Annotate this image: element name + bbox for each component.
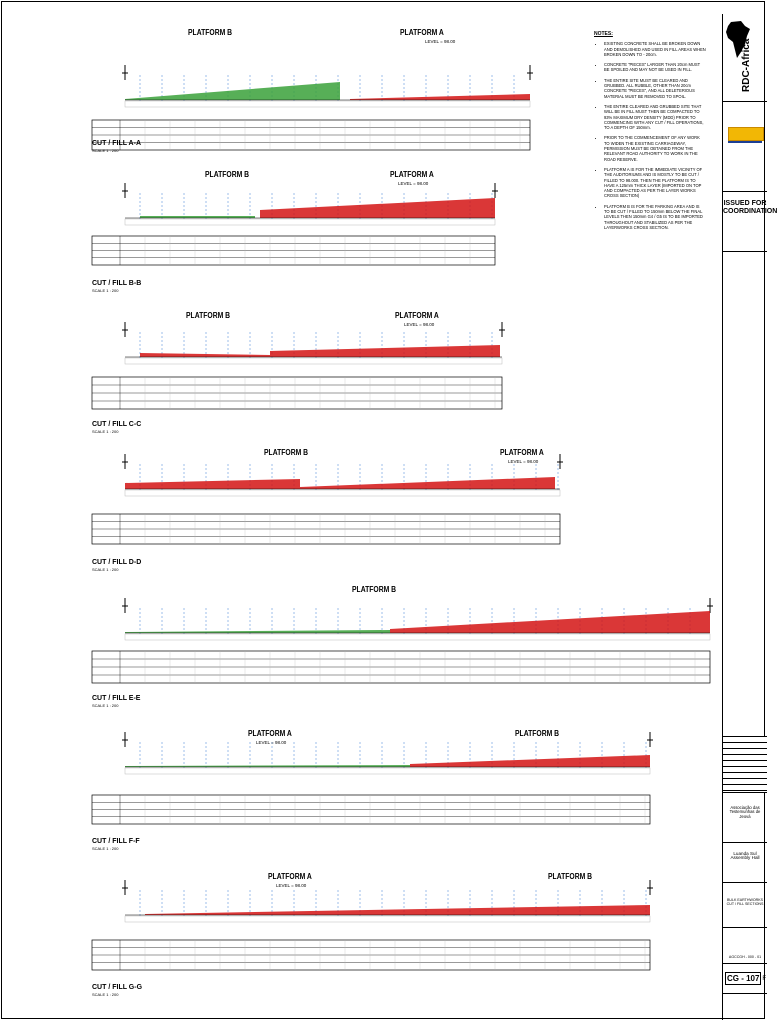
ref-panel [723, 928, 767, 964]
note-item: • CONCRETE "PIECES" LARGER THAN 20cm MUST BE SPOILED AND MAY NOT BE USED IN FILL. [604, 62, 706, 73]
section-gg [0, 870, 720, 1005]
hatch-band [125, 634, 710, 640]
cut-area [350, 94, 530, 100]
platform-a-label: PLATFORM A [390, 170, 434, 179]
notes-panel [594, 32, 706, 235]
platform-a-label: PLATFORM A [400, 28, 444, 37]
platform-b-label: PLATFORM B [264, 448, 309, 457]
cut-area [125, 479, 300, 489]
section-caption: CUT / FILL E-E SCALE 1 : 200 [92, 695, 141, 708]
drawing-title: BULK EARTHWORKS CUT / FILL SECTIONS [726, 898, 764, 907]
section-dd [0, 446, 720, 576]
logo-panel [723, 14, 767, 102]
hatch-band [125, 916, 650, 922]
platform-b-label: PLATFORM B [548, 872, 593, 881]
section-caption: CUT / FILL B-B SCALE 1 : 200 [92, 280, 142, 293]
platform-a-level: LEVEL = 98.00 [276, 883, 307, 888]
notes-heading: NOTES: [594, 31, 613, 37]
number-panel [723, 964, 767, 994]
section-dd-drawing [0, 446, 720, 554]
section-cc-drawing [0, 309, 720, 419]
section-caption: CUT / FILL G-G SCALE 1 : 200 [92, 984, 143, 997]
platform-b-label: PLATFORM B [352, 585, 397, 594]
fill-area [140, 216, 255, 218]
section-caption: CUT / FILL C-C SCALE 1 : 200 [92, 421, 142, 434]
company-logo-text: RDC-Africa [741, 38, 752, 92]
revision-letter: F [762, 976, 766, 982]
cut-area [300, 477, 555, 489]
section-ee-drawing [0, 583, 720, 691]
hatch-band [125, 101, 530, 107]
brand-panel [723, 102, 767, 192]
section-ff [0, 727, 720, 852]
title-block [722, 14, 777, 1020]
platform-b-label: PLATFORM B [205, 170, 250, 179]
section-caption: CUT / FILL D-D SCALE 1 : 200 [92, 559, 142, 572]
project-panel [723, 843, 767, 883]
platform-a-level: LEVEL = 98.00 [425, 39, 456, 44]
client-panel [723, 793, 767, 843]
cut-area [145, 905, 650, 915]
platform-a-level: LEVEL = 98.00 [398, 181, 429, 186]
brand-stripe [728, 141, 762, 143]
section-caption: CUT / FILL F-F SCALE 1 : 200 [92, 838, 140, 851]
platform-a-label: PLATFORM A [268, 872, 312, 881]
platform-a-label: PLATFORM A [500, 448, 544, 457]
section-ff-drawing [0, 727, 720, 830]
fill-area [125, 630, 390, 633]
revision-table [723, 737, 767, 793]
project-name: Luanda Sul Assembly Hall [730, 851, 760, 861]
note-item: • PRIOR TO THE COMMENCEMENT OF ANY WORK TO WIDEN THE EXISTING CARRIAGEWAY, PERMISSION MUST BE OBTAINED FROM THE RELEVANT ROAD AUTHORITY TO WORK IN THE ROAD RESERVE. [604, 135, 706, 161]
notes-list [594, 41, 706, 230]
hatch-band [125, 219, 495, 225]
cut-area [410, 755, 650, 767]
cut-area [260, 198, 495, 218]
hatch-band [125, 490, 560, 496]
platform-b-label: PLATFORM B [188, 28, 233, 37]
brand-logo [728, 127, 764, 141]
platform-a-level: LEVEL = 98.00 [256, 740, 287, 745]
drawing-number: CG - 107 [727, 974, 760, 983]
cut-area [270, 345, 500, 357]
note-item: • EXISTING CONCRETE SHALL BE BROKEN DOWN AND DEMOLISHED AND USED IN FILL AREAS WHEN BROKEN DOWN TO - 20cm. [604, 41, 706, 57]
note-item: • PLATFORM B IS FOR THE PARKING AREA AND IS TO BE CUT / FILLED TO 150mm BELOW THE FINAL LEVELS THEN 150mm G4 / G5 IS TO BE IMPORTED THROUGHOUT AND STABILIZED AS PER THE LAYERWORKS CROSS SECTION. [604, 204, 706, 230]
blank-panel [723, 252, 767, 737]
hatch-band [125, 358, 502, 364]
platform-a-level: LEVEL = 98.00 [508, 459, 539, 464]
platform-b-label: PLATFORM B [186, 311, 231, 320]
issue-panel [723, 192, 777, 252]
fill-area [125, 82, 340, 100]
platform-a-label: PLATFORM A [395, 311, 439, 320]
hatch-band [125, 768, 650, 774]
section-gg-drawing [0, 870, 720, 975]
title-panel [723, 883, 767, 928]
platform-a-level: LEVEL = 98.00 [404, 322, 435, 327]
note-item: • THE ENTIRE SITE MUST BE CLEARED AND GRUBBED. ALL RUBBLE, OTHER THAN 20cm CONCRETE "PIECES", AND ALL DELETERIOUS MATERIAL MUST BE REMOVED TO SPOIL. [604, 78, 706, 99]
platform-a-label: PLATFORM A [248, 729, 292, 738]
issued-stamp: ISSUED FOR COORDINATION [723, 200, 777, 215]
cut-area [140, 353, 270, 357]
client-name: Associação das Testemunhas de Jeová [729, 805, 761, 819]
section-caption: CUT / FILL A-A SCALE 1 : 200 [92, 140, 141, 153]
cut-area [390, 611, 710, 633]
drawing-ref: AGCCGH - 000 - 01 [728, 955, 762, 959]
section-cc [0, 309, 720, 444]
note-item: • THE ENTIRE CLEARED AND GRUBBED SITE THAT WILL BE IN FILL MUST THEN BE COMPACTED TO 93% MAXIMUM DRY DENSITY (MDD) PRIOR TO COMMENCING WITH ANY CUT / FILL OPERATIONS, TO A DEPTH OF 150mm. [604, 104, 706, 130]
section-ee [0, 583, 720, 708]
platform-b-label: PLATFORM B [515, 729, 560, 738]
note-item: • PLATFORM A IS FOR THE IMMEDIATE VICINITY OF THE AUDITORIUMS AND IS MOSTLY TO BE CUT / FILLED TO 98.000. THEN THE PLATFORM IS TO HAVE A 125mm THICK LAYER (IMPORTED ON TOP AND COMPACTED AS PER THE LAYER WORKS CROSS SECTION) [604, 167, 706, 199]
